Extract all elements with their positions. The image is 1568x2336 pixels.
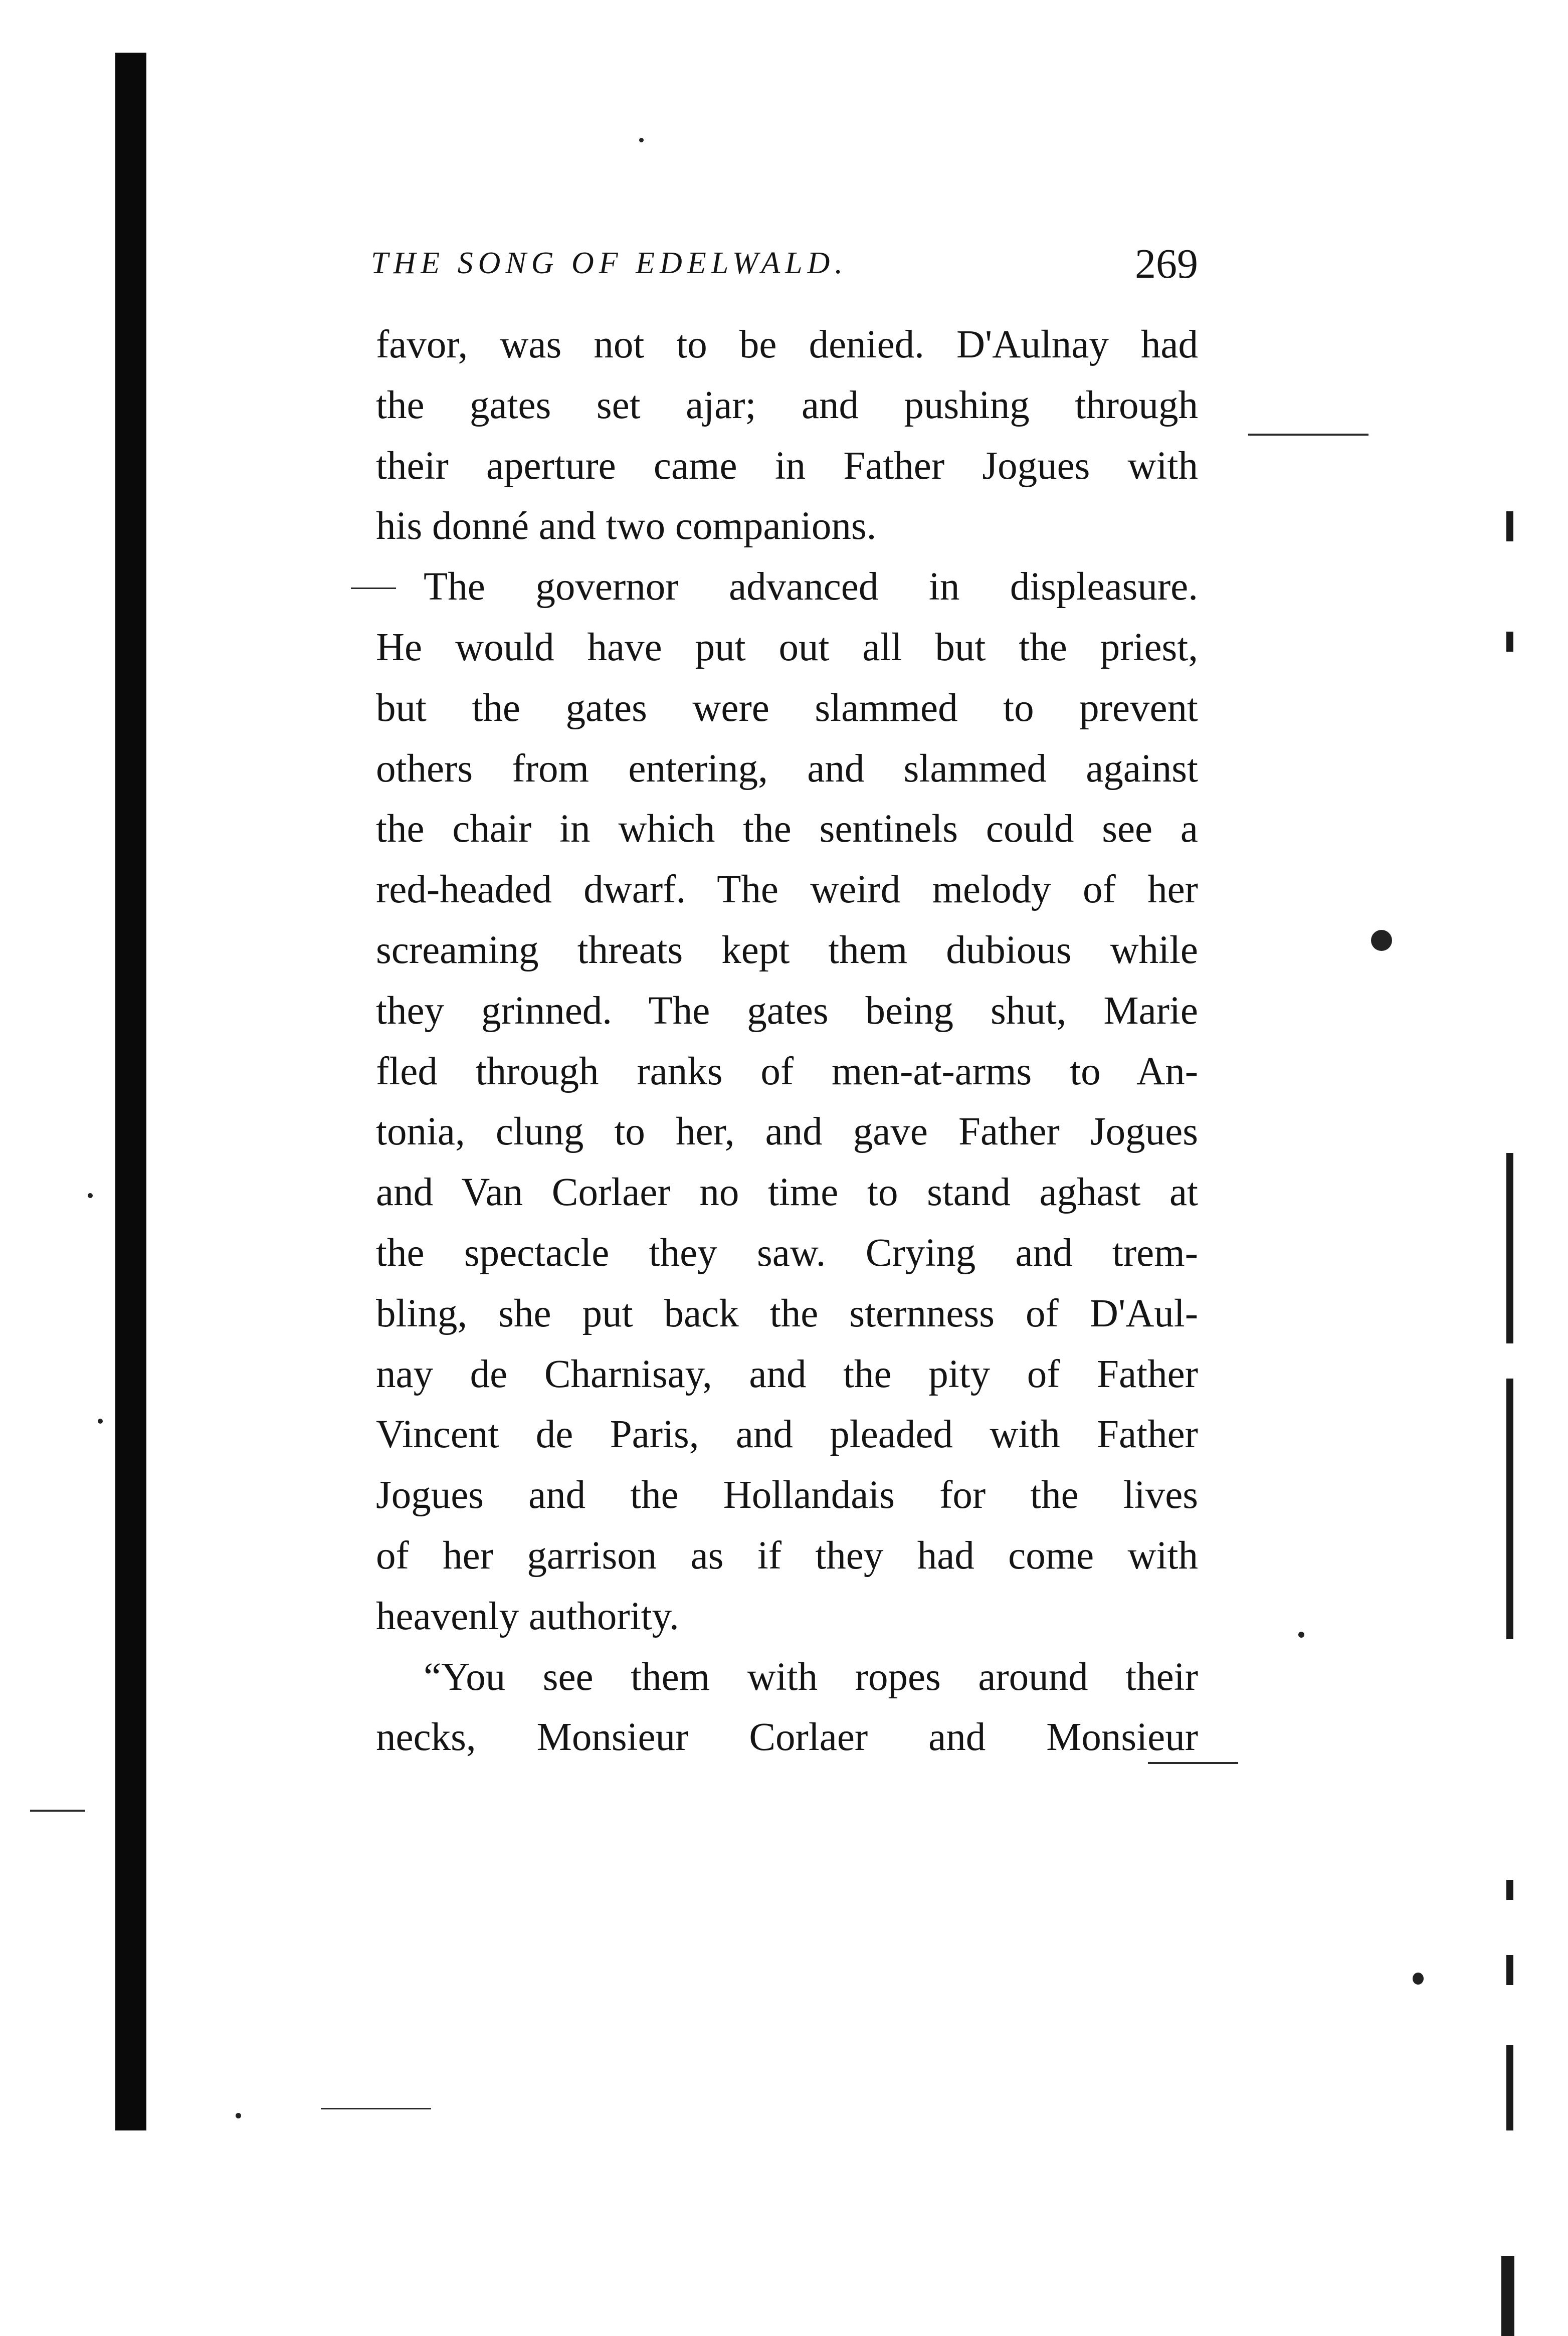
- text-line: He would have put out all but the priest,: [376, 625, 1198, 669]
- ink-speck: [639, 138, 644, 142]
- text-line: the gates set ajar; and pushing through: [376, 383, 1198, 427]
- running-title: THE SONG OF EDELWALD.: [371, 246, 848, 280]
- margin-pencil-rule: [1248, 434, 1368, 436]
- page-number: 269: [1135, 241, 1198, 287]
- text-line: Jogues and the Hollandais for the lives: [376, 1473, 1198, 1517]
- text-line: “You see them with ropes around their: [424, 1655, 1198, 1699]
- text-line: bling, she put back the sternness of D'Aul-: [376, 1291, 1198, 1335]
- ink-speck: [88, 1193, 93, 1198]
- text-line: red-headed dwarf. The weird melody of her: [376, 868, 1198, 912]
- ink-blot: [1371, 930, 1392, 951]
- ink-blot: [1413, 1973, 1424, 1985]
- text-line: fled through ranks of men-at-arms to An-: [376, 1049, 1198, 1093]
- ink-speck: [236, 2113, 241, 2118]
- page-header: [371, 240, 1198, 295]
- margin-pencil-rule: [321, 2108, 431, 2109]
- text-line: necks, Monsieur Corlaer and Monsieur: [376, 1715, 1198, 1760]
- margin-pencil-rule: [30, 1810, 85, 1812]
- text-line: they grinned. The gates being shut, Marie: [376, 989, 1198, 1033]
- ink-speck: [98, 1419, 103, 1424]
- text-line: Vincent de Paris, and pleaded with Father: [376, 1413, 1198, 1457]
- text-line: nay de Charnisay, and the pity of Father: [376, 1352, 1198, 1396]
- text-line: The governor advanced in displeasure.: [424, 565, 1198, 609]
- binding-gutter-shadow: [115, 53, 146, 2130]
- page-edge-shadow: [1506, 351, 1515, 2130]
- text-line: heavenly authority.: [376, 1594, 679, 1638]
- ink-speck: [1298, 1632, 1304, 1638]
- text-line: of her garrison as if they had come with: [376, 1533, 1198, 1578]
- body-text: [376, 315, 1198, 1768]
- text-line: the chair in which the sentinels could see a: [376, 807, 1198, 851]
- margin-pencil-rule: [1148, 1762, 1238, 1764]
- text-line: others from entering, and slammed against: [376, 746, 1198, 791]
- margin-pencil-rule: [351, 588, 396, 589]
- text-line: his donné and two companions.: [376, 504, 877, 548]
- text-line: screaming threats kept them dubious while: [376, 928, 1198, 972]
- text-line: the spectacle they saw. Crying and trem-: [376, 1231, 1198, 1275]
- text-line: their aperture came in Father Jogues with: [376, 444, 1198, 488]
- text-line: and Van Corlaer no time to stand aghast at: [376, 1171, 1198, 1215]
- text-line: but the gates were slammed to prevent: [376, 686, 1198, 730]
- text-line: favor, was not to be denied. D'Aulnay had: [376, 323, 1198, 366]
- text-line: tonia, clung to her, and gave Father Jogues: [376, 1110, 1198, 1154]
